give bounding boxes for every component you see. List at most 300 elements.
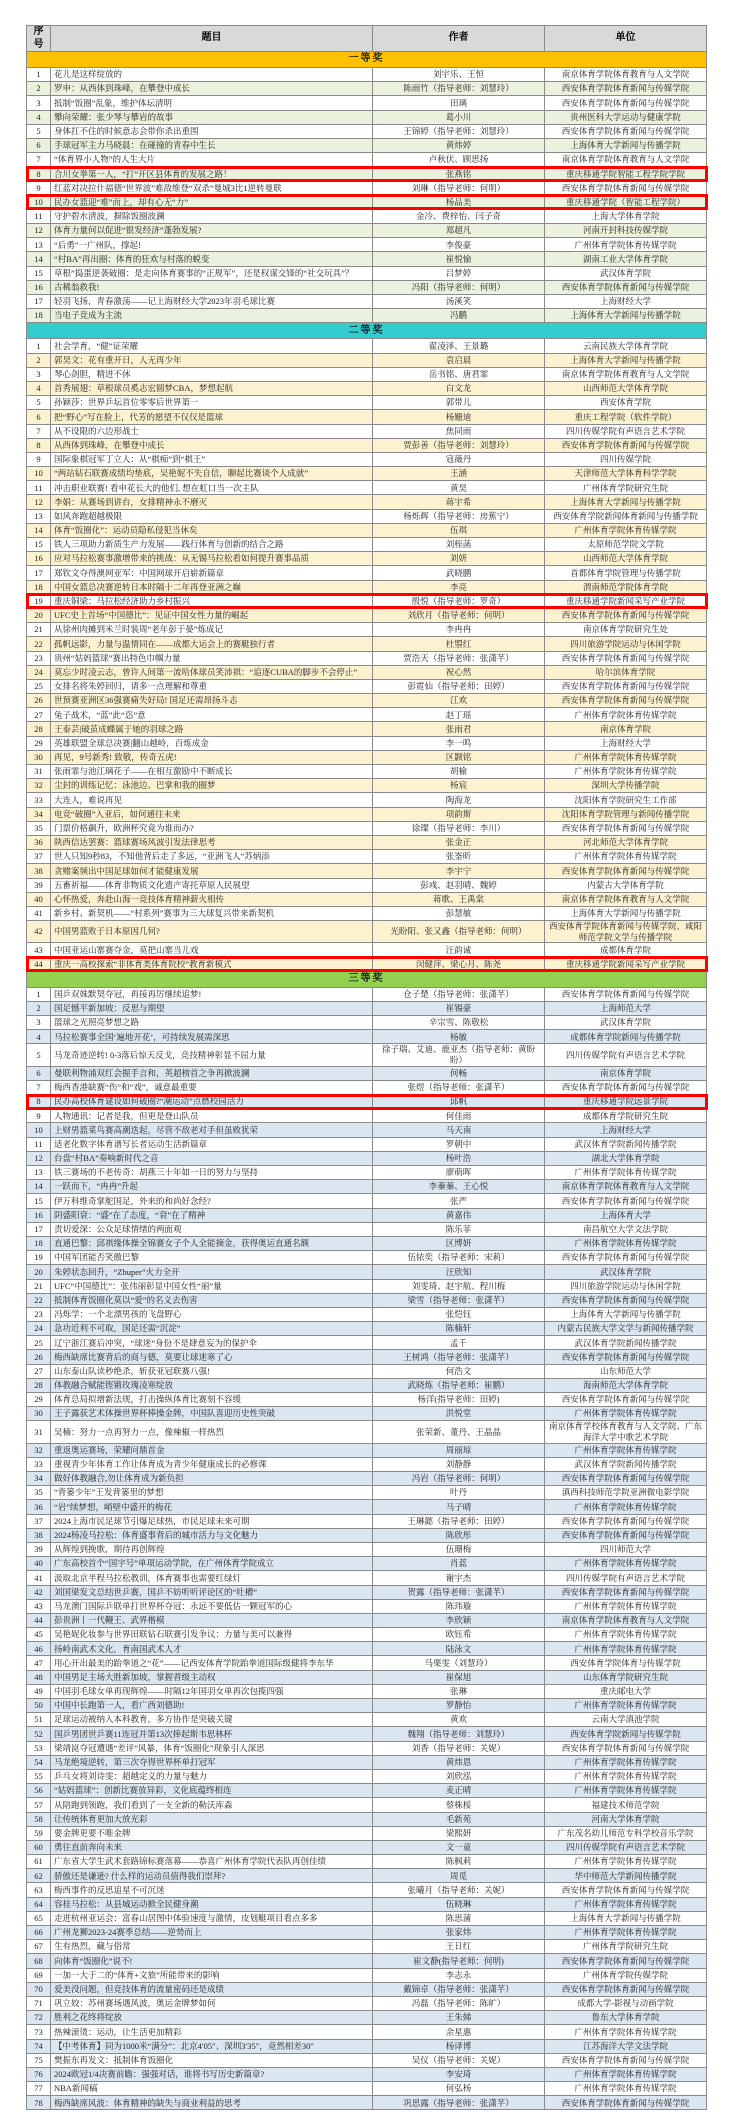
column-header: 作者 xyxy=(373,26,545,52)
row-author: 辛宗雪、陈敬松 xyxy=(373,1016,545,1030)
row-number: 1 xyxy=(27,68,51,82)
table-row xyxy=(27,750,707,764)
table-row xyxy=(27,467,707,481)
row-title: 彭贵洲丨一代鞭王、武界楷模 xyxy=(51,1613,373,1627)
row-number: 35 xyxy=(27,1486,51,1500)
row-org: 西安体育学院体育新闻与传媒学院 xyxy=(545,1393,707,1407)
row-number: 16 xyxy=(27,280,51,294)
row-author: 张家炜 xyxy=(373,1926,545,1940)
row-number: 18 xyxy=(27,1236,51,1250)
table-row xyxy=(27,850,707,864)
row-title: 从辉煌到挽歌，期待再创辉煌 xyxy=(51,1542,373,1556)
row-title: 红蓝对决拉什福德“世界波”难敌维登“双杀”曼城3比1逆转曼联 xyxy=(51,181,373,195)
section-label: 二等奖 xyxy=(27,323,707,339)
row-number: 69 xyxy=(27,1968,51,1982)
table-row xyxy=(27,1279,707,1293)
row-title: 梅西缺席风波：体育精神的缺失与商业利益的思考 xyxy=(51,2096,373,2110)
row-title: 郭昊文：花有重开日，人无再少年 xyxy=(51,353,373,367)
table-row xyxy=(27,864,707,878)
row-org: 广州体育学院体育传媒学院 xyxy=(545,2082,707,2096)
table-row xyxy=(27,1407,707,1421)
row-author: 李蓁蓁、王心悦 xyxy=(373,1180,545,1194)
row-author: 冯磊（指导老师：陈旷） xyxy=(373,1996,545,2010)
row-author: 马子晴 xyxy=(373,1500,545,1514)
row-author: 彭霓仙（指导老师：田婷） xyxy=(373,679,545,693)
row-number: 62 xyxy=(27,1869,51,1883)
row-title: 国足憾平新加坡：反思与期望 xyxy=(51,1001,373,1015)
row-org: 广州体育学院体育传媒学院 xyxy=(545,1699,707,1713)
row-title: 国乒双姝默契夺冠，再接再厉继续追梦! xyxy=(51,987,373,1001)
table-row xyxy=(27,1194,707,1208)
row-org: 广州体育学院体育传媒学院 xyxy=(545,1642,707,1656)
table-row xyxy=(27,1393,707,1407)
row-author: 殷悦（指导老师：罗奇） xyxy=(373,594,545,608)
row-number: 6 xyxy=(27,138,51,152)
table-row xyxy=(27,452,707,466)
row-title: 草根”捣蛋逆袭破圈：是走向体育赛事的“正规军”，还是权谋交锋的“社交玩具”？ xyxy=(51,266,373,280)
table-row xyxy=(27,167,707,181)
row-org: 武汉体育学院 xyxy=(545,1265,707,1279)
row-number: 6 xyxy=(27,1066,51,1080)
row-number: 32 xyxy=(27,779,51,793)
row-author: 文一童 xyxy=(373,1840,545,1854)
row-number: 13 xyxy=(27,238,51,252)
row-org: 滇西科技师范学院亚洲微电影学院 xyxy=(545,1486,707,1500)
row-number: 38 xyxy=(27,1528,51,1542)
row-title: 社会学育，“健”证荣耀 xyxy=(51,339,373,353)
row-org: 成都体育学院研究生院 xyxy=(545,1109,707,1123)
row-org: 云南民族大学体育学院 xyxy=(545,339,707,353)
row-org: 广州体育学院体育传媒学院 xyxy=(545,1897,707,1911)
row-title: 生有热烈，藏与俗常 xyxy=(51,1940,373,1954)
row-title: 体育“饭圈化”：运动员隐私侵犯当休矣 xyxy=(51,523,373,537)
row-number: 28 xyxy=(27,1378,51,1392)
section-label: 三等奖 xyxy=(27,971,707,987)
row-number: 61 xyxy=(27,1855,51,1869)
row-author: 麦正晴 xyxy=(373,1784,545,1798)
row-number: 14 xyxy=(27,252,51,266)
row-title: 做好体教融合,勿让体育成为新负担 xyxy=(51,1472,373,1486)
table-row xyxy=(27,1180,707,1194)
table-row xyxy=(27,1798,707,1812)
row-author: 李亮 xyxy=(373,580,545,594)
row-title: 吴艳妮化妆参与世界田联钻石联赛引发争议：力量与美可以兼得 xyxy=(51,1628,373,1642)
row-author: 何佳雨 xyxy=(373,1109,545,1123)
table-row xyxy=(27,68,707,82)
table-row xyxy=(27,1066,707,1080)
table-row xyxy=(27,2082,707,2096)
row-title: 吴楠：努力一点再努力一点，像辣椒一样热烈 xyxy=(51,1421,373,1443)
row-org: 上海财经大学 xyxy=(545,1123,707,1137)
row-title: 莫忘少时凌云志，曾许人间第一流哈体球员笑沛祺：“追逐CUBA的脚步不会停止” xyxy=(51,665,373,679)
row-number: 74 xyxy=(27,2039,51,2053)
table-row xyxy=(27,1421,707,1443)
row-number: 70 xyxy=(27,1982,51,1996)
row-number: 9 xyxy=(27,1109,51,1123)
row-author: 刘妍 xyxy=(373,552,545,566)
row-number: 21 xyxy=(27,623,51,637)
row-author: 王琳懿（指导老师：田婷） xyxy=(373,1514,545,1528)
table-row xyxy=(27,309,707,323)
row-number: 11 xyxy=(27,209,51,223)
table-row xyxy=(27,295,707,309)
row-number: 28 xyxy=(27,722,51,736)
row-org: 西安体育学院体育新闻与传媒学院 xyxy=(545,438,707,452)
row-author: 蔡株桵 xyxy=(373,1798,545,1812)
row-title: 热辣滚烫：运动，让生活更加精彩 xyxy=(51,2025,373,2039)
table-row xyxy=(27,1585,707,1599)
row-org: 西安体育学院体育新闻与传媒学院 xyxy=(545,987,707,1001)
row-author: 黄嘉伟 xyxy=(373,1208,545,1222)
row-title: 李娟：从赛场到讲台，女排精神永不磨灭 xyxy=(51,495,373,509)
row-number: 63 xyxy=(27,1883,51,1897)
row-title: 骄傲还是谦逊? 什么样的运动员值得我们崇拜? xyxy=(51,1869,373,1883)
row-title: 铁人三项助力新质生产力发展——践行体育与创新的结合之路 xyxy=(51,538,373,552)
row-author: 马栗雯（刘慧玲） xyxy=(373,1656,545,1670)
row-author: 田璃 xyxy=(373,96,545,110)
column-header: 单位 xyxy=(545,26,707,52)
row-number: 27 xyxy=(27,708,51,722)
table-row xyxy=(27,921,707,943)
row-author: 刘桎菡 xyxy=(373,538,545,552)
row-title: 辽宁浙江赛后冲突，“球迷”身份不是肆意妄为的保护伞 xyxy=(51,1336,373,1350)
row-number: 22 xyxy=(27,1293,51,1307)
row-title: 冯烁学：一个北漂男孩的飞盘野心 xyxy=(51,1307,373,1321)
row-org: 上海体育大学新闻与传播学院 xyxy=(545,309,707,323)
row-title: 郑钦文夺得澳网亚军：中国网球开启崭新篇章 xyxy=(51,566,373,580)
table-row xyxy=(27,1741,707,1755)
table-row xyxy=(27,538,707,552)
row-author: 刘宇乐、王恒 xyxy=(373,68,545,82)
row-org: 太原师范学院文学院 xyxy=(545,538,707,552)
row-title: 急功近利不可取，国足还需“沉淀” xyxy=(51,1322,373,1336)
table-row xyxy=(27,1769,707,1783)
row-author: 汪韵诚 xyxy=(373,943,545,957)
row-number: 55 xyxy=(27,1769,51,1783)
table-row xyxy=(27,1095,707,1109)
row-number: 29 xyxy=(27,736,51,750)
table-row xyxy=(27,523,707,537)
row-title: 门票价格飙升，欧洲杯究竟为谁而办? xyxy=(51,821,373,835)
table-row xyxy=(27,82,707,96)
row-author: 冯阳（指导老师：何明） xyxy=(373,280,545,294)
row-org: 重庆移通学院（智能工程学院） xyxy=(545,195,707,209)
column-header: 题目 xyxy=(51,26,373,52)
row-author: 赵丁瑶 xyxy=(373,708,545,722)
table-row xyxy=(27,1208,707,1222)
row-org: 深圳大学传播学院 xyxy=(545,779,707,793)
row-number: 76 xyxy=(27,2067,51,2081)
row-number: 2 xyxy=(27,82,51,96)
row-title: 中国军团能否笑傲巴黎 xyxy=(51,1251,373,1265)
table-row xyxy=(27,2067,707,2081)
table-row xyxy=(27,1307,707,1321)
row-author: 徐子瑞、艾迪、鹿亚杰（指导老师：黄盼盼） xyxy=(373,1044,545,1066)
row-org: 重庆移通学院远景学院 xyxy=(545,1095,707,1109)
row-org: 广州体育学院体育传媒学院 xyxy=(545,1557,707,1571)
row-number: 4 xyxy=(27,110,51,124)
row-title: 首秀展翅：草根球员奚志宏圆梦CBA，梦想起航 xyxy=(51,381,373,395)
row-author: 吕梦婷 xyxy=(373,266,545,280)
row-title: 足球运动被纳入本科教育，多方协作是突破关键 xyxy=(51,1713,373,1727)
row-number: 24 xyxy=(27,665,51,679)
table-row xyxy=(27,252,707,266)
row-author: 冯岩（指导老师：何明） xyxy=(373,1472,545,1486)
row-title: 马拉松赛事全国‘遍地开花’，可持续发展需深思 xyxy=(51,1030,373,1044)
row-number: 47 xyxy=(27,1656,51,1670)
row-title: “两站钻石联赛成绩均垫底，吴艳妮不失自信，聊起比赛谈个人成就” xyxy=(51,467,373,481)
row-org: 广州体育学院体育传媒学院 xyxy=(545,1599,707,1613)
row-org: 云南大学滇池学院 xyxy=(545,1713,707,1727)
row-title: 贪赌案频出中国足球如何才能健康发展 xyxy=(51,864,373,878)
row-org: 西安体育学院体育新闻与传媒学院 xyxy=(545,679,707,693)
row-title: 2024上海市民足球节引爆足球热，市民足球未来可期 xyxy=(51,1514,373,1528)
row-title: 中国亚运山寨赛夺金，莫把山寨当儿戏 xyxy=(51,943,373,957)
row-org: 广州体育学院体育传媒学院 xyxy=(545,2067,707,2081)
row-number: 23 xyxy=(27,1307,51,1321)
row-org: 广州体育学院研究生院 xyxy=(545,1940,707,1954)
table-row xyxy=(27,1137,707,1151)
table-row xyxy=(27,1826,707,1840)
table-row xyxy=(27,1670,707,1684)
row-title: 从陪跑到领跑，我们看到了一支全新的勒沃库森 xyxy=(51,1798,373,1812)
row-title: 张雨霏与池江璃花子——在相互激励中不断成长 xyxy=(51,765,373,779)
row-org: 上海体育大学新闻与传播学院 xyxy=(545,138,707,152)
table-row xyxy=(27,1486,707,1500)
row-author: 刘琳（指导老师：何明） xyxy=(373,181,545,195)
row-number: 41 xyxy=(27,906,51,920)
row-author: 李俊豪 xyxy=(373,238,545,252)
section-header-row xyxy=(27,323,707,339)
table-row xyxy=(27,1656,707,1670)
row-org: 河南大学体育学院 xyxy=(545,1812,707,1826)
row-author: 刘雯琦、赵宇航、程川梅 xyxy=(373,1279,545,1293)
row-org: 南京体育学校体育教育与人文学院、广东海洋大学中歌艺术学院 xyxy=(545,1421,707,1443)
table-row xyxy=(27,1030,707,1044)
row-number: 30 xyxy=(27,1407,51,1421)
table-row xyxy=(27,1613,707,1627)
row-author: 武晓炼（指导老师：崔鹏） xyxy=(373,1378,545,1392)
row-number: 66 xyxy=(27,1926,51,1940)
row-title: 中国中长跑第一人，看广西刘德助! xyxy=(51,1699,373,1713)
row-number: 19 xyxy=(27,594,51,608)
row-org: 武汉体育学院新闻传播学院 xyxy=(545,1457,707,1471)
row-author: 贾彭善（指导老师：刘慧玲） xyxy=(373,438,545,452)
row-number: 60 xyxy=(27,1840,51,1854)
row-number: 53 xyxy=(27,1741,51,1755)
table-row xyxy=(27,1322,707,1336)
row-author: 黄欢 xyxy=(373,1713,545,1727)
table-row xyxy=(27,238,707,252)
table-row xyxy=(27,1044,707,1066)
row-title: 从不设限的六边形战士 xyxy=(51,424,373,438)
table-row xyxy=(27,1472,707,1486)
row-author: 张荣新、董丹、王晶晶 xyxy=(373,1421,545,1443)
row-org: 内蒙古民族大学文学与新闻传播学院 xyxy=(545,1322,707,1336)
row-author: 余星惠 xyxy=(373,2025,545,2039)
row-author: 陈玮璇 xyxy=(373,1599,545,1613)
row-title: 民办女篮迎“难”而上，却有心无“力” xyxy=(51,195,373,209)
row-org: 南京体育学院体育教育与人文学院 xyxy=(545,68,707,82)
row-author: 伍琪 xyxy=(373,523,545,537)
row-org: 成都体育学院新闻与传播学院 xyxy=(545,1030,707,1044)
section-header-row xyxy=(27,971,707,987)
row-org: 四川师范大学 xyxy=(545,1542,707,1556)
row-title: 从西体到珠峰，在攀登中成长 xyxy=(51,438,373,452)
table-row xyxy=(27,424,707,438)
table-row xyxy=(27,1855,707,1869)
row-org: 成都体育学院 xyxy=(545,943,707,957)
row-author: 洪悦堂 xyxy=(373,1407,545,1421)
row-author: 李欣颖 xyxy=(373,1613,545,1627)
row-org: 广州体育学院研究生院 xyxy=(545,481,707,495)
table-row xyxy=(27,987,707,1001)
row-author: 杨敏 xyxy=(373,1030,545,1044)
row-author: 陈楠轩 xyxy=(373,1322,545,1336)
table-row xyxy=(27,722,707,736)
row-title: 世人只知9秒83，不知他背后走了多远，“亚洲飞人”苏炳添 xyxy=(51,850,373,864)
row-org: 上海体育大学新闻与传播学院 xyxy=(545,353,707,367)
table-row xyxy=(27,110,707,124)
row-author: 周觅 xyxy=(373,1869,545,1883)
row-author: 刘欣泓 xyxy=(373,1769,545,1783)
row-author: 贾浩天（指导老师：张潇芊） xyxy=(373,651,545,665)
row-author: 李冉冉 xyxy=(373,623,545,637)
table-row xyxy=(27,396,707,410)
table-row xyxy=(27,637,707,651)
row-title: 铁三赛场的不老传奇：胡燕三十年如一日的努力与坚持 xyxy=(51,1166,373,1180)
row-number: 1 xyxy=(27,987,51,1001)
table-row xyxy=(27,1642,707,1656)
row-author: 杨烁辉（指导老师：房蕉宁） xyxy=(373,509,545,523)
row-number: 20 xyxy=(27,608,51,622)
table-row xyxy=(27,892,707,906)
row-number: 25 xyxy=(27,679,51,693)
table-row xyxy=(27,1443,707,1457)
table-row xyxy=(27,1236,707,1250)
table-row xyxy=(27,1080,707,1094)
row-author: 黄炜婷 xyxy=(373,138,545,152)
row-title: 要金牌更要不唯金牌 xyxy=(51,1826,373,1840)
row-title: 责切爱深：公众足球情绪的两面观 xyxy=(51,1222,373,1236)
table-row xyxy=(27,2011,707,2025)
row-number: 64 xyxy=(27,1897,51,1911)
table-row xyxy=(27,651,707,665)
row-number: 45 xyxy=(27,1628,51,1642)
table-row xyxy=(27,552,707,566)
table-row xyxy=(27,679,707,693)
row-title: 身体扛不住的时候意志会带你杀出重围 xyxy=(51,124,373,138)
row-number: 5 xyxy=(27,1044,51,1066)
row-org: 上海师范大学 xyxy=(545,1001,707,1015)
row-author: 梁熙妍 xyxy=(373,1826,545,1840)
table-row xyxy=(27,209,707,223)
row-org: 广州体育学院体育传媒学院 xyxy=(545,238,707,252)
row-org: 渭南师范学院体育学院 xyxy=(545,580,707,594)
row-org: 四川传媒学院 xyxy=(545,452,707,466)
row-number: 8 xyxy=(27,438,51,452)
row-title: 梅西香港缺赛“伤”和“戏”，诚意最重要 xyxy=(51,1080,373,1094)
row-title: “姑妈篮球”：创新比赛放异彩，文化底蕴终相连 xyxy=(51,1784,373,1798)
row-org: 西安体育学院 xyxy=(545,396,707,410)
row-number: 6 xyxy=(27,410,51,424)
row-author: 陶海龙 xyxy=(373,793,545,807)
table-row xyxy=(27,1293,707,1307)
table-row xyxy=(27,957,707,971)
row-number: 44 xyxy=(27,957,51,971)
row-org: 西安体育学院体育新闻与传媒学院 xyxy=(545,1472,707,1486)
row-author: 岳书铭、唐君霏 xyxy=(373,367,545,381)
row-title: 重庆一高校探索“非体育类体育院校”教育新模式 xyxy=(51,957,373,971)
row-number: 8 xyxy=(27,167,51,181)
row-org: 湖北大学体育学院 xyxy=(545,1151,707,1165)
row-title: 2024杨凌马拉松：体育盛事背后的城市活力与文化魅力 xyxy=(51,1528,373,1542)
row-title: 从徐州肉摊到米兰时装周“老年彭于晏”炼成记 xyxy=(51,623,373,637)
table-row xyxy=(27,1713,707,1727)
row-title: 重庆铜梁：马拉松经济助力乡村振兴 xyxy=(51,594,373,608)
row-org: 上海财经大学 xyxy=(545,295,707,309)
row-number: 39 xyxy=(27,878,51,892)
row-number: 19 xyxy=(27,1251,51,1265)
row-title: 古稀翁救我! xyxy=(51,280,373,294)
row-number: 44 xyxy=(27,1613,51,1627)
row-number: 14 xyxy=(27,523,51,537)
table-row xyxy=(27,1542,707,1556)
table-row xyxy=(27,1001,707,1015)
row-org: 西安体育学院体育新闻与传媒学院 xyxy=(545,1350,707,1364)
row-author: 王锦婷（指导老师：刘慧玲） xyxy=(373,124,545,138)
row-number: 17 xyxy=(27,566,51,580)
row-org: 西安体育学院体育新闻与传媒学院 xyxy=(545,1741,707,1755)
row-title: 梁靖崑夺冠遭遇“差评”风暴，体育“饭圈化”现象引人深思 xyxy=(51,1741,373,1755)
row-number: 7 xyxy=(27,153,51,167)
table-row xyxy=(27,124,707,138)
row-org: 西安体育学院体育新闻与传媒学院 xyxy=(545,821,707,835)
table-row xyxy=(27,381,707,395)
row-number: 40 xyxy=(27,892,51,906)
row-number: 10 xyxy=(27,1123,51,1137)
row-number: 31 xyxy=(27,765,51,779)
row-title: 广东高校首个“国字号”单项运动学院，在广州体育学院成立 xyxy=(51,1557,373,1571)
row-title: 民办高校体育建设如何破圈?“潮运动”点燃校园活力 xyxy=(51,1095,373,1109)
row-number: 58 xyxy=(27,1812,51,1826)
row-number: 10 xyxy=(27,195,51,209)
row-number: 65 xyxy=(27,1911,51,1925)
row-number: 3 xyxy=(27,367,51,381)
table-row xyxy=(27,807,707,821)
section-header-row xyxy=(27,52,707,68)
row-number: 15 xyxy=(27,1194,51,1208)
table-row xyxy=(27,2096,707,2110)
row-author: 蒋歌、王禹棠 xyxy=(373,892,545,906)
row-author: 伍晓琳 xyxy=(373,1897,545,1911)
table-row xyxy=(27,1599,707,1613)
table-row xyxy=(27,1528,707,1542)
row-author: 张金正 xyxy=(373,835,545,849)
row-org: 重庆工程学院（软件学院） xyxy=(545,410,707,424)
row-title: 扬岭南武术文化，育南国武术人才 xyxy=(51,1642,373,1656)
table-row xyxy=(27,665,707,679)
row-org: 上海大学体育学院 xyxy=(545,209,707,223)
row-number: 18 xyxy=(27,309,51,323)
row-author: 陈思蒲 xyxy=(373,1911,545,1925)
table-row xyxy=(27,906,707,920)
row-org: 广州体育学院体育传媒学院 xyxy=(545,1926,707,1940)
row-author: 贺露（指导老师：张潇芊） xyxy=(373,1585,545,1599)
row-number: 77 xyxy=(27,2082,51,2096)
row-title: 曼联利物浦双红会握手言和，英超榜首之争再掀波澜 xyxy=(51,1066,373,1080)
row-org: 西安体育学院体育新闻与传媒学院 xyxy=(545,280,707,294)
